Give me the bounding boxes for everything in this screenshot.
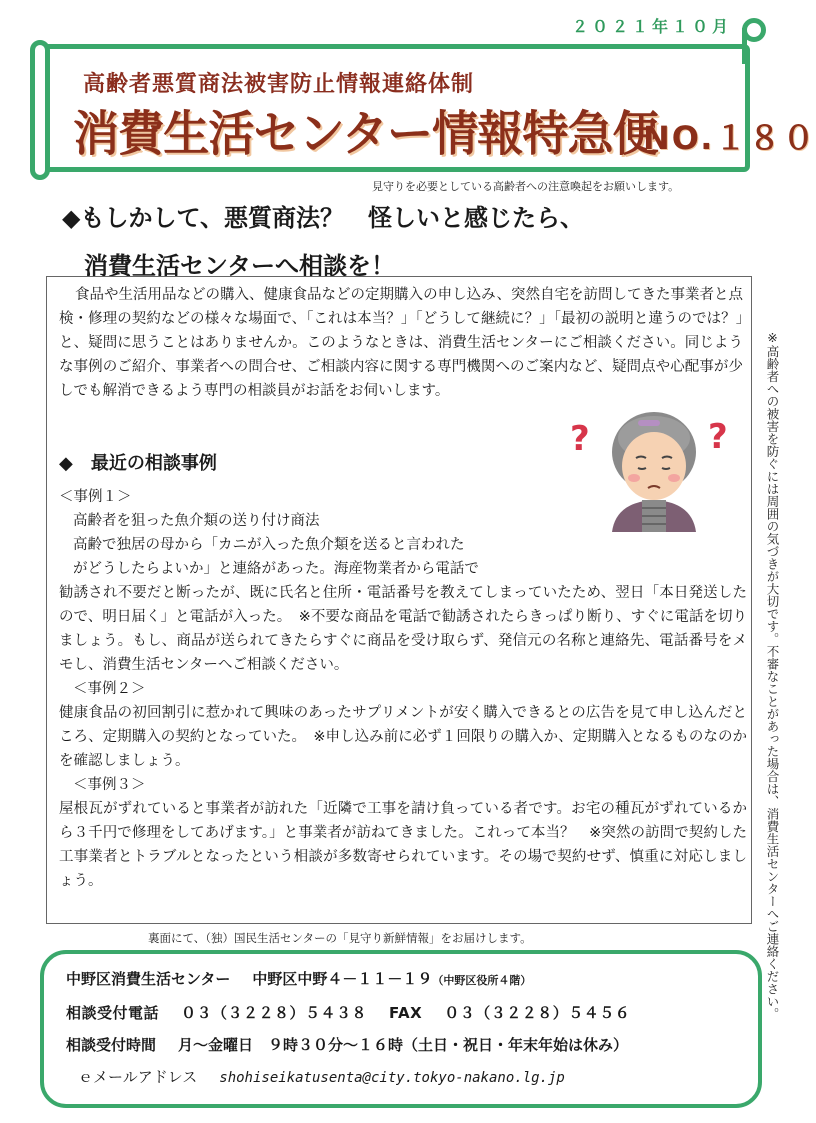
hours-value: 月～金曜日 ９時３０分～１６時（土日・祝日・年末年始は休み）	[178, 1036, 629, 1054]
case1-label: ＜事例１＞	[59, 489, 132, 505]
hours-label: 相談受付時間	[66, 1036, 157, 1054]
tel-label: 相談受付電話	[66, 1004, 160, 1022]
scroll-roll-right	[742, 18, 766, 64]
issue-number: NO.１８０	[643, 119, 816, 157]
svg-text:?: ?	[708, 417, 728, 457]
worried-elderly-woman-illustration	[556, 402, 752, 532]
email-address[interactable]: shohiseikatusenta@city.tokyo-nakano.lg.jp	[219, 1070, 565, 1086]
center-name: 中野区消費生活センター	[66, 970, 231, 988]
scroll-roll-left	[30, 40, 50, 180]
contact-name-line	[66, 968, 531, 989]
watch-notice: 見守りを必要としている高齢者への注意喚起をお願いします。	[372, 180, 680, 193]
section-heading: ◆ 最近の相談事例	[59, 453, 217, 474]
case1-title: 高齢者を狙った魚介類の送り付け商法	[73, 513, 320, 529]
case3-body: 屋根瓦がずれていると事業者が訪れた「近隣で工事を請け負っている者です。お宅の種瓦がずれているから３千円で修理をしてあげます。」と事業者が訪ねてきました。これって本当？ ※突然の訪問で契約した工事業者とトラブルとなったという相談が多数寄せられています。その場で契約せず、慎重に対応しましょう。	[59, 801, 747, 889]
email-label: ｅメールアドレス	[78, 1068, 198, 1086]
side-vertical-note: ※高齢者への被害を防ぐには周囲の気づきが大切です。不審なことがあった場合は、消費生活センターへご連絡ください。	[765, 330, 780, 1020]
headline-line1: ◆もしかして、悪質商法？ 怪しいと感じたら、	[62, 204, 584, 232]
title-banner	[30, 40, 816, 180]
fax-label: FAX	[389, 1004, 423, 1022]
case-list	[59, 485, 747, 893]
intro-paragraph: 食品や生活用品などの購入、健康食品などの定期購入の申し込み、突然自宅を訪問してきた事業者と点検・修理の契約などの様々な場面で、「これは本当？」「どうして継続に？」「最初の説明と違うのでは？」と、疑問に思うことはありませんか。このようなときは、消費生活センターにご相談ください。同じような事例のご紹介、事業者への問合せ、ご相談内容に関する専門機関へのご案内など、疑問点や心配事が少しでも解消できるよう専門の相談員がお話をお伺いします。	[59, 287, 743, 399]
svg-text:?: ?	[570, 419, 590, 459]
headline-line2: 消費生活センターへ相談を！	[84, 252, 396, 280]
case1-body: 勧誘され不要だと断ったが、既に氏名と住所・電話番号を教えてしまっていたため、翌日「本日発送したので、明日届く」と電話が入った。 ※不要な商品を電話で勧誘されたらきっぱり断り、すぐに電話を切りましょう。もし、商品が送られてきたらすぐに商品を受け取らず、発信元の名称と連絡先、電話番号をメモし、消費生活センターへご相談ください。	[59, 585, 747, 673]
center-address: 中野区中野４－１１－１９	[252, 970, 433, 988]
tel-number[interactable]: ０３（３２２８）５４３８	[181, 1004, 368, 1022]
contact-box	[40, 950, 762, 1108]
case3-label: ＜事例３＞	[73, 777, 146, 793]
contact-hours-line	[66, 1034, 628, 1055]
banner-subtitle: 高齢者悪質商法被害防止情報連絡体制	[83, 72, 475, 97]
banner-title: 消費生活センター情報特急便	[73, 106, 658, 162]
case2-body: 健康食品の初回割引に惹かれて興味のあったサプリメントが安く購入できるとの広告を見て申し込んだところ、定期購入の契約となっていた。 ※申し込み前に必ず１回限りの購入か、定期購入となるものなのかを確認しましょう。	[59, 705, 747, 769]
fax-number: ０３（３２２８）５４５６	[444, 1004, 631, 1022]
content-box	[46, 276, 752, 924]
issue-date: ２０２１年１０月	[572, 17, 733, 36]
case2-label: ＜事例２＞	[73, 681, 146, 697]
back-page-note: 裏面にて、（独）国民生活センターの「見守り新鮮情報」をお届けします。	[148, 931, 532, 945]
case1-line2: がどうしたらよいか」と連絡があった。海産物業者から電話で	[73, 561, 479, 577]
contact-phone-line	[66, 1002, 630, 1023]
case1-line1: 高齢で独居の母から「カニが入った魚介類を送ると言われた	[73, 537, 465, 553]
contact-email-line	[78, 1066, 565, 1087]
address-note: （中野区役所４階）	[432, 974, 532, 987]
banner-body	[38, 44, 816, 172]
